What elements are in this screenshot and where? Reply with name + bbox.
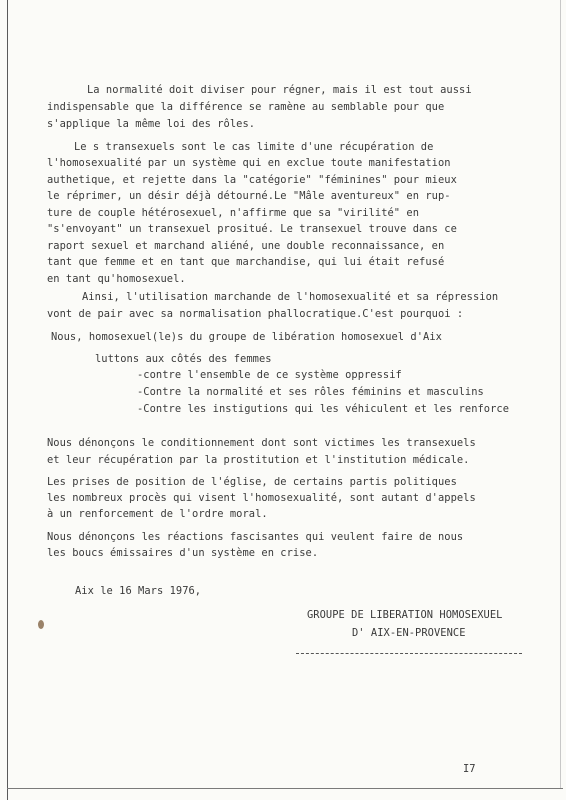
text-line: Nous, homosexuel(le)s du groupe de libération homosexuel d'Aix [51,331,442,343]
text-line: La normalité doit diviser pour régner, mais il est tout aussi [87,84,472,96]
text-line: -contre l'ensemble de ce système oppressif [137,369,402,381]
text-line: "s'envoyant" un transexuel prositué. Le transexuel trouve dans ce [47,223,457,235]
text-line: l'homosexualité par un système qui en exclue toute manifestation [47,157,451,169]
text-line: ture de couple hétérosexuel, n'affirme que sa "virilité" en [47,207,420,219]
text-line: authetique, et rejette dans la "catégorie" "féminines" pour mieux [47,174,457,186]
date-line: Aix le 16 Mars 1976, [75,585,202,597]
page-edge-left [7,0,8,800]
page-number: I7 [463,763,476,775]
text-line: raport sexuel et marchand aliéné, une double reconnaissance, en [47,240,445,252]
page-edge-bottom [7,788,563,789]
text-line: s'applique la même loi des rôles. [47,118,256,130]
text-line: tant que femme et en tant que marchandise, qui lui était refusé [47,256,445,268]
text-line: vont de pair avec sa normalisation phallocratique.C'est pourquoi : [47,308,464,320]
text-line: Ainsi, l'utilisation marchande de l'homosexualité et sa répression [82,291,499,303]
text-line: à un renforcement de l'ordre moral. [47,508,268,520]
signature-group-name: GROUPE DE LIBERATION HOMOSEXUEL [307,609,503,621]
text-line: luttons aux côtés des femmes [95,353,272,365]
text-line: les boucs émissaires d'un système en crise. [47,547,319,559]
text-line: les nombreux procès qui visent l'homosexualité, sont autant d'appels [47,492,476,504]
text-line: Le s transexuels sont le cas limite d'une récupération de [74,141,434,153]
text-line: -Contre la normalité et ses rôles féminins et masculins [137,386,484,398]
page-edge-right [560,0,561,789]
signature-location: D' AIX-EN-PROVENCE [352,627,466,639]
text-line: indispensable que la différence se ramène au semblable pour que [47,101,445,113]
text-line: -Contre les instigutions qui les véhiculent et les renforce [137,403,510,415]
signature-underline [296,653,522,654]
text-line: Les prises de position de l'église, de certains partis politiques [47,476,457,488]
text-line: et leur récupération par la prostitution et l'institution médicale. [47,454,470,466]
text-line: Nous dénonçons les réactions fascisantes qui veulent faire de nous [47,531,464,543]
text-line: le réprimer, un désir déjà détourné.Le "Mâle aventureux" en rup- [47,190,451,202]
text-line: Nous dénonçons le conditionnement dont sont victimes les transexuels [47,437,476,449]
text-line: en tant qu'homosexuel. [47,273,186,285]
paper-stain [38,620,44,629]
